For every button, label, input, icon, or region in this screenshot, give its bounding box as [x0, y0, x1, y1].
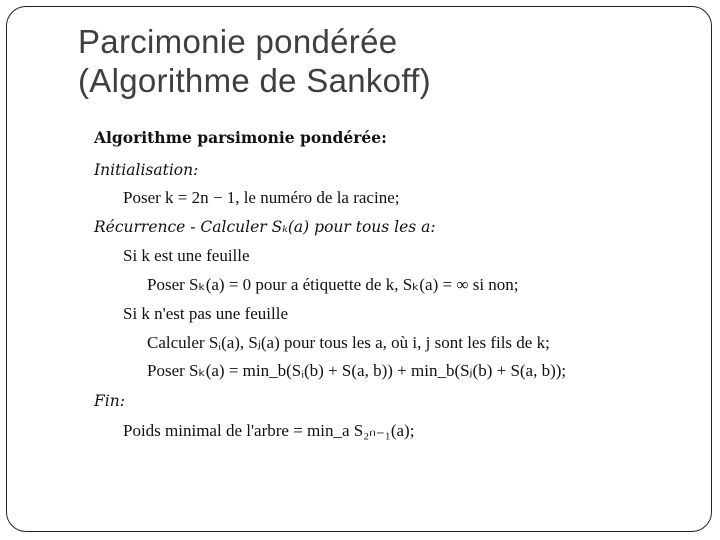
algorithm-line-if-not-leaf: Si k n'est pas une feuille [123, 304, 289, 323]
algorithm-heading: Algorithme parsimonie pondérée: [94, 128, 387, 147]
slide-title [78, 22, 678, 100]
algorithm-line-compute-children: Calculer Sᵢ(a), Sⱼ(a) pour tous les a, où i, j sont les fils de k; [147, 333, 550, 352]
algorithm-line-set-root: Poser k = 2n − 1, le numéro de la racine; [123, 188, 400, 207]
slide-title-line-2: (Algorithme de Sankoff) [78, 62, 431, 99]
algorithm-line-if-leaf: Si k est une feuille [123, 246, 250, 265]
slide-title-line-1: Parcimonie pondérée [78, 23, 398, 60]
algorithm-line-set-leaf-score: Poser Sₖ(a) = 0 pour a étiquette de k, Sₖ(a) = ∞ si non; [147, 275, 519, 294]
algorithm-line-end: Fin: [94, 392, 125, 410]
algorithm-line-initialisation: Initialisation: [94, 161, 199, 179]
algorithm-line-minimal-weight: Poids minimal de l'arbre = min_a S₂ₙ₋₁(a); [123, 421, 415, 440]
algorithm-line-set-node-score: Poser Sₖ(a) = min_b(Sᵢ(b) + S(a, b)) + min_b(Sⱼ(b) + S(a, b)); [147, 361, 567, 380]
algorithm-line-recurrence: Récurrence - Calculer Sₖ(a) pour tous les a: [94, 218, 436, 236]
